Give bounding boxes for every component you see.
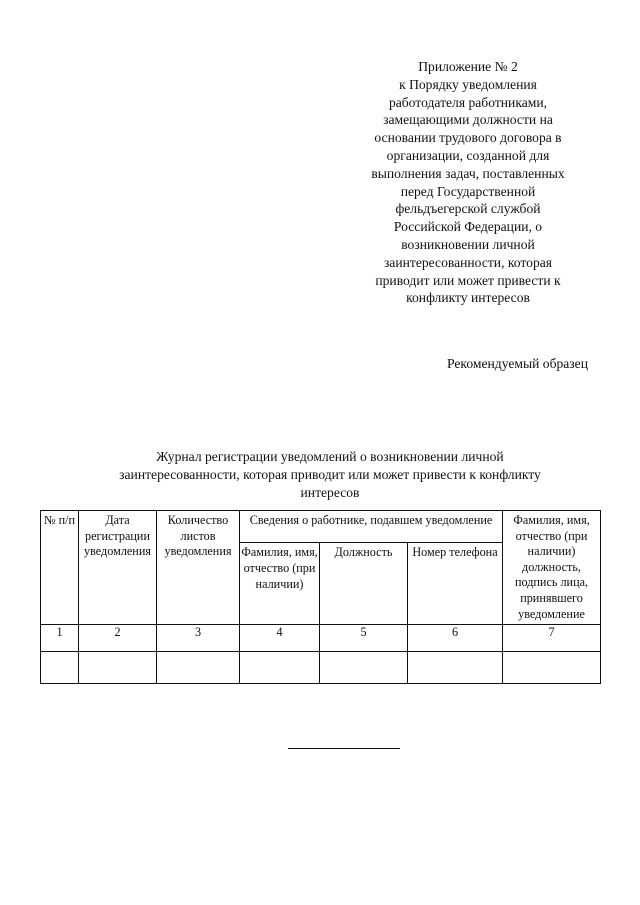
column-number: 7 [503,625,601,652]
column-number: 1 [41,625,79,652]
appendix-line: замещающими должности на [383,112,553,128]
header-registration-date: Дата регистрации уведомления [79,511,157,625]
journal-title-line: Журнал регистрации уведомлений о возникновении личной [156,449,504,464]
empty-cell [41,652,79,684]
column-number: 6 [408,625,503,652]
table-row [41,652,601,684]
empty-cell [240,652,320,684]
appendix-line: заинтересованности, которая [383,254,553,270]
appendix-line: приводит или может привести к [375,272,561,288]
header-receiver: Фамилия, имя, отчество (при наличии) должность, подпись лица, принявшего уведомление [503,511,601,625]
header-sheet-count: Количество листов уведомления [157,511,240,625]
header-phone: Номер телефона [408,543,503,625]
empty-cell [157,652,240,684]
registration-journal-table [40,510,601,684]
journal-title-line: заинтересованности, которая приводит или может привести к конфликту [119,467,541,482]
column-number: 2 [79,625,157,652]
appendix-block [348,58,588,307]
appendix-line: Российской Федерации, о [393,219,543,235]
empty-cell [408,652,503,684]
closing-rule [288,748,400,749]
appendix-line: работодателя работниками, [388,94,548,110]
header-position: Должность [320,543,408,625]
appendix-line: перед Государственной [400,183,536,199]
column-number: 4 [240,625,320,652]
column-number: 3 [157,625,240,652]
empty-cell [320,652,408,684]
journal-title-line: интересов [300,485,360,500]
empty-cell [503,652,601,684]
appendix-line: фельдъегерской службой [395,201,541,217]
appendix-line: основании трудового договора в [374,130,562,146]
journal-title [70,448,590,502]
column-number: 5 [320,625,408,652]
appendix-line: возникновении личной [401,236,535,252]
column-number-row [41,625,601,652]
appendix-line: к Порядку уведомления [399,76,537,92]
empty-cell [79,652,157,684]
appendix-line: выполнения задач, поставленных [371,165,565,181]
appendix-line: конфликту интересов [406,290,530,306]
recommended-sample-label: Рекомендуемый образец [447,356,588,371]
appendix-line: Приложение № 2 [418,59,518,74]
header-full-name: Фамилия, имя, отчество (при наличии) [240,543,320,625]
header-employee-info: Сведения о работнике, подавшем уведомление [240,511,503,543]
header-num: № п/п [41,511,79,625]
appendix-line: организации, созданной для [386,147,550,163]
table-header-row [41,511,601,543]
